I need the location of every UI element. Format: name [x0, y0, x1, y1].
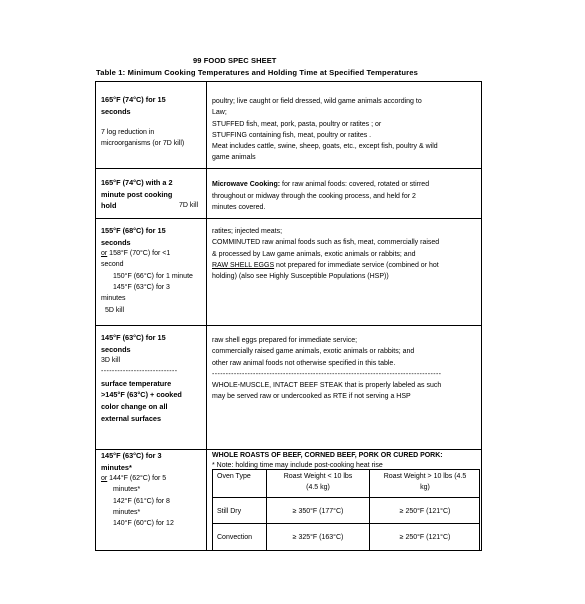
temp-line: external surfaces: [101, 413, 162, 423]
temp-line: surface temperature: [101, 378, 172, 388]
kill-note: 3D kill: [101, 357, 121, 365]
temp-line: 145°F (63°C) for 3: [101, 451, 162, 460]
dashed-separator: ------------------------------------------------------------------------------------: [212, 370, 442, 378]
temp-line: 142°F (61°C) for 8: [113, 497, 170, 505]
kill-note: 5D kill: [105, 306, 125, 314]
row-4-temperature: [101, 332, 203, 424]
temp-line: 165°F (74°C) with a 2: [101, 178, 173, 187]
oven-type-convection: Convection: [217, 534, 253, 541]
row-5-foods: [212, 450, 477, 470]
food-line: may be served raw or undercooked as RTE if not serving a HSP: [212, 393, 411, 401]
temp-line: minutes*: [113, 486, 141, 494]
header-line: Roast Weight > 10 lbs: [383, 473, 453, 480]
temp-line: color change on all: [101, 401, 168, 411]
oven-type-header: Oven Type: [217, 473, 251, 480]
kill-note: 7 log reduction in: [101, 129, 155, 137]
food-line: STUFFED fish, meat, pork, pasta, poultry or ratites ; or: [212, 120, 382, 128]
temp-line: >145°F (63°C) + cooked: [101, 390, 182, 400]
temp-line: hold: [101, 201, 117, 211]
raw-shell-eggs-label: RAW SHELL EGGS: [212, 261, 275, 269]
food-line: holding) (also see Highly Susceptible Populations (HSP)): [212, 273, 389, 281]
food-line: for raw animal foods: covered, rotated or stirred: [280, 181, 430, 188]
food-line: Law;: [212, 109, 227, 117]
temp-line: 145°F (63°C) for 3: [113, 284, 170, 292]
food-line: game animals: [212, 154, 256, 162]
header-line: Roast Weight < 10 lbs: [283, 473, 353, 480]
temp-line: minutes: [101, 295, 126, 303]
kill-note: microorganisms (or 7D kill): [101, 140, 185, 148]
roast-gt-10-header: [370, 471, 480, 493]
food-line: raw shell eggs prepared for immediate service;: [212, 337, 358, 344]
whole-roasts-title: WHOLE ROASTS OF BEEF, CORNED BEEF, PORK OR CURED PORK:: [212, 452, 443, 459]
food-line: WHOLE-MUSCLE, INTACT BEEF STEAK that is properly labeled as such: [212, 382, 442, 390]
food-line: Meat includes cattle, swine, sheep, goats, etc., except fish, poultry & wild: [212, 143, 438, 151]
oven-temperature-table: [212, 469, 480, 550]
temp-line: 158°F (70°C) for <1: [107, 250, 171, 258]
temp-line: minutes*: [113, 509, 141, 517]
still-dry-lt-10: ≥ 350°F (177°C): [292, 508, 344, 515]
food-line: ratites; injected meats;: [212, 228, 283, 235]
temp-line: minutes*: [101, 462, 132, 472]
header-line: (4.5 kg): [306, 484, 330, 491]
inner-row-divider: [213, 497, 479, 498]
temp-line: minute post cooking: [101, 189, 173, 199]
temp-line: 144°F (62°C) for 5: [107, 475, 167, 483]
row-divider: [96, 168, 481, 169]
food-line: poultry; live caught or field dressed, wild game animals according to: [212, 98, 422, 105]
temp-line: seconds: [101, 344, 131, 354]
row-2-temperature: [101, 177, 203, 212]
food-line: & processed by Law game animals, exotic animals or rabbits; and: [212, 250, 416, 258]
dashed-separator: ----------------------------: [101, 368, 178, 376]
temp-line: 165°F (74°C) for 15: [101, 95, 166, 104]
food-line: minutes covered.: [212, 203, 266, 211]
row-4-foods: [212, 335, 477, 403]
holding-time-note: * Note: holding time may include post-cooking heat rise: [212, 462, 383, 469]
row-2-foods: [212, 179, 477, 213]
food-line: not prepared for immediate service (combined or hot: [274, 261, 439, 269]
microwave-cooking-label: Microwave Cooking:: [212, 181, 281, 188]
row-1-temperature: [101, 94, 203, 150]
kill-note: 7D kill: [179, 202, 199, 210]
sheet-title: 99 FOOD SPEC SHEET: [193, 56, 277, 65]
header-line: (4.5: [454, 473, 467, 480]
row-3-temperature: [101, 225, 203, 316]
row-divider: [96, 325, 481, 326]
convection-gt-10: ≥ 250°F (121°C): [399, 534, 451, 541]
temp-line: seconds: [101, 237, 131, 247]
oven-type-still-dry: Still Dry: [217, 508, 242, 515]
temp-line: seconds: [101, 106, 131, 116]
row-5-temperature: [101, 450, 203, 530]
column-divider: [206, 82, 207, 550]
temp-line: 150°F (66°C) for 1 minute: [113, 272, 193, 280]
inner-row-divider: [213, 469, 479, 470]
roast-lt-10-header: [267, 471, 369, 493]
food-line: COMMINUTED raw animal foods such as fish, meat, commercially raised: [212, 239, 440, 247]
still-dry-gt-10: ≥ 250°F (121°C): [399, 508, 451, 515]
food-line: commercially raised game animals, exotic animals or rabbits; and: [212, 348, 415, 356]
cooking-temperature-table: [95, 81, 482, 551]
row-divider: [96, 218, 481, 219]
food-line: throughout or midway through the cooking process, and held for 2: [212, 192, 416, 200]
convection-lt-10: ≥ 325°F (163°C): [292, 534, 344, 541]
food-line: STUFFING containing fish, meat, poultry or ratites .: [212, 131, 372, 139]
temp-line: 140°F (60°C) for 12: [113, 520, 174, 528]
temp-line: 155°F (68°C) for 15: [101, 226, 166, 235]
or-label: or: [101, 475, 108, 483]
food-line: other raw animal foods not otherwise specified in this table.: [212, 359, 396, 367]
row-1-foods: [212, 96, 477, 164]
header-line: kg): [420, 484, 430, 491]
temp-line: 145°F (63°C) for 15: [101, 333, 166, 342]
row-3-foods: [212, 226, 477, 282]
inner-row-divider: [213, 523, 479, 524]
temp-line: second: [101, 261, 124, 269]
table-caption: Table 1: Minimum Cooking Temperatures and Holding Time at Specified Temperatures: [96, 68, 418, 77]
or-label: or: [101, 250, 108, 258]
spacer: [101, 117, 203, 127]
